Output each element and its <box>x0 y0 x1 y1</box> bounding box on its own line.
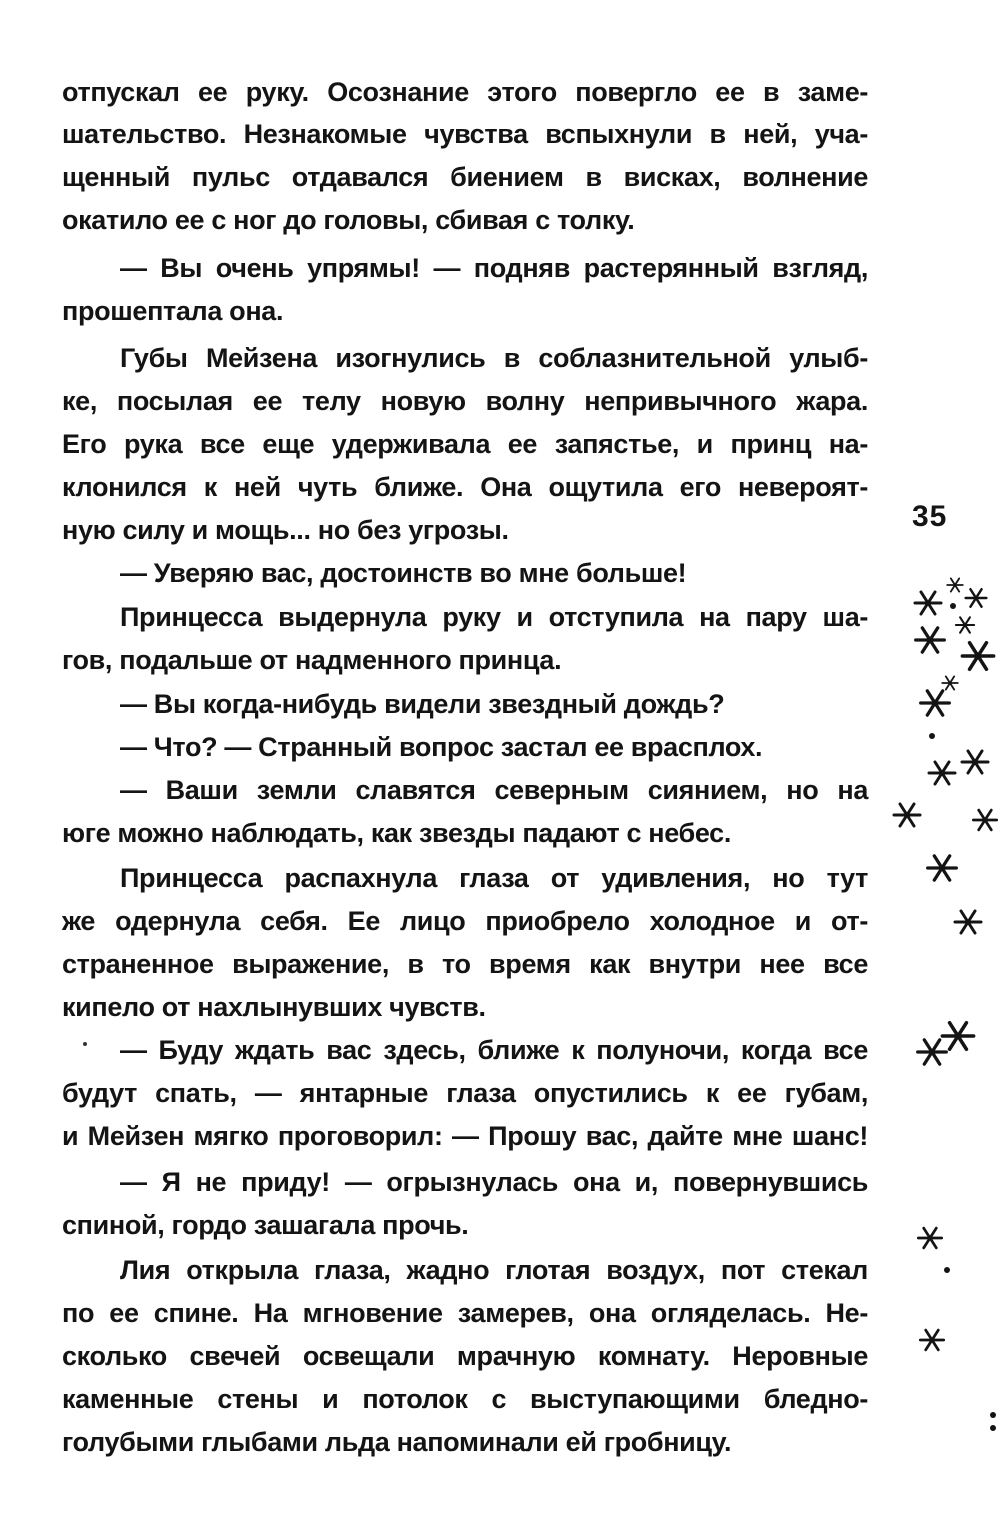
star-doodle-icon <box>915 592 941 614</box>
star-doodle-icon <box>918 1228 941 1248</box>
text-line: будут спать, — янтарные глаза опустились к ее губам, <box>62 1078 868 1108</box>
star-doodle-icon <box>973 810 996 830</box>
star-doodle-icon <box>916 628 945 652</box>
text-line: спиной, гордо зашагала прочь. <box>62 1210 469 1240</box>
text-line: — Что? — Странный вопрос застал ее врасплох. <box>120 732 763 762</box>
text-line: шательство. Незнакомые чувства вспыхнули в ней, уча- <box>62 119 868 149</box>
star-doodle-icon <box>920 1330 943 1350</box>
text-line: гов, подальше от надменного принца. <box>62 645 562 675</box>
text-line: Лия открыла глаза, жадно глотая воздух, пот стекал <box>120 1255 868 1285</box>
text-line: сколько свечей освещали мрачную комнату. Неровные <box>62 1341 868 1371</box>
star-doodle-icon <box>966 589 987 607</box>
star-doodle-icon <box>947 578 963 591</box>
star-doodle-icon <box>928 856 957 880</box>
text-line: Губы Мейзена изогнулись в соблазнительной улыб- <box>120 343 868 373</box>
ink-speck <box>83 1042 87 1046</box>
text-line: окатило ее с ног до головы, сбивая с толку. <box>62 205 635 235</box>
text-line: — Уверяю вас, достоинств во мне больше! <box>120 558 687 588</box>
text-line: Его рука все еще удерживала ее запястье, и принц на- <box>62 429 868 459</box>
text-line: каменные стены и потолок с выступающими бледно- <box>62 1384 868 1414</box>
text-line: ке, посылая ее телу новую волну непривычного жара. <box>62 386 868 416</box>
star-doodle-icon <box>942 676 958 689</box>
text-line: кипело от нахлынувших чувств. <box>62 992 486 1022</box>
text-line: — Буду ждать вас здесь, ближе к полуночи, когда все <box>120 1035 868 1065</box>
text-line: по ее спине. На мгновение замерев, она огляделась. Не- <box>62 1298 868 1328</box>
star-doodle-icon <box>921 691 950 715</box>
text-line: и Мейзен мягко проговорил: — Прошу вас, дайте мне шанс! <box>62 1121 868 1151</box>
text-line: Принцесса выдернула руку и отступила на пару ша- <box>120 602 868 632</box>
page-number: 35 <box>912 500 948 533</box>
text-line: отпускал ее руку. Осознание этого повергло ее в заме- <box>62 77 868 107</box>
text-line: щенный пульс отдавался биением в висках, волнение <box>62 162 868 192</box>
text-line: голубыми глыбами льда напоминали ей гробницу. <box>62 1427 732 1457</box>
text-line: прошептала она. <box>62 296 284 326</box>
text-line: ную силу и мощь... но без угрозы. <box>62 515 509 545</box>
text-line: — Я не приду! — огрызнулась она и, повернувшись <box>120 1167 868 1197</box>
text-line: клонился к ней чуть ближе. Она ощутила его невероят- <box>62 472 868 502</box>
star-doodle-icon <box>942 1023 973 1049</box>
star-doodle-icon <box>962 751 988 773</box>
star-doodle-icon <box>929 762 955 784</box>
text-line: — Вы очень упрямы! — подняв растерянный взгляд, <box>120 253 868 283</box>
star-doodle-icon <box>955 911 981 933</box>
star-doodle-icon <box>894 804 920 826</box>
text-line: — Ваши земли славятся северным сиянием, но на <box>120 775 868 805</box>
text-line: юге можно наблюдать, как звезды падают с небес. <box>62 818 732 848</box>
text-line: — Вы когда-нибудь видели звездный дождь? <box>120 689 725 719</box>
star-doodle-icon <box>962 643 993 669</box>
star-doodle-icon <box>956 617 974 632</box>
text-line: страненное выражение, в то время как внутри нее все <box>62 949 868 979</box>
star-doodle-icon <box>918 1040 947 1064</box>
text-line: же одернула себя. Ее лицо приобрело холодное и от- <box>62 906 868 936</box>
text-line: Принцесса распахнула глаза от удивления, но тут <box>120 863 868 893</box>
